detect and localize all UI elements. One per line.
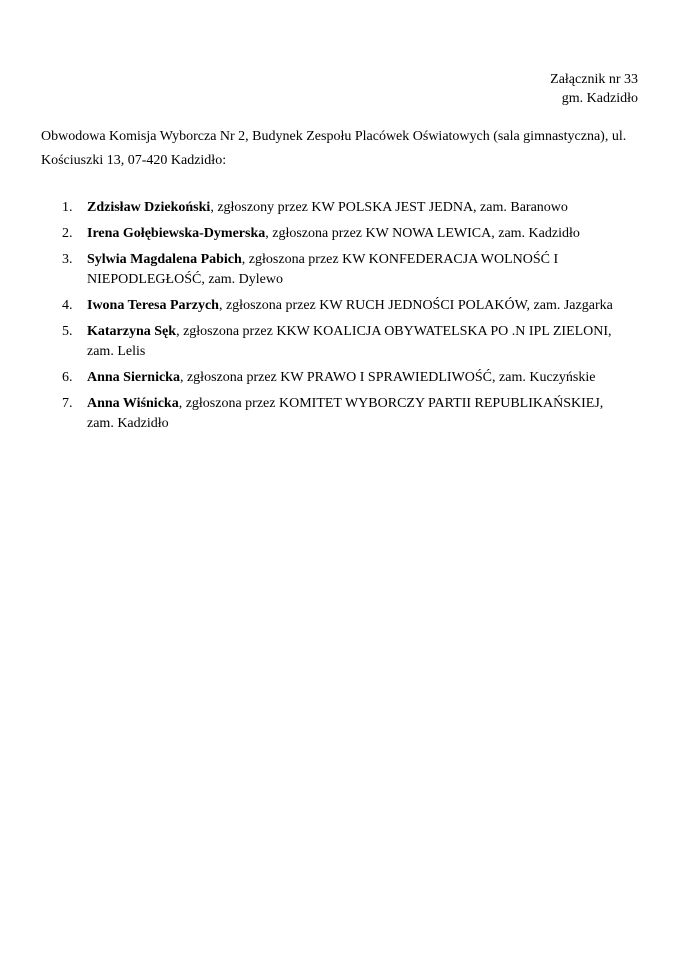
list-item (62, 198, 622, 218)
member-name: Sylwia Magdalena Pabich (87, 252, 242, 267)
item-content (87, 224, 622, 244)
member-details: , zgłoszona przez KW RUCH JEDNOŚCI POLAKÓW, zam. Jazgarka (218, 298, 613, 313)
member-details: , zgłoszona przez KKW KOALICJA OBYWATELSKA PO .N IPL ZIELONI, zam. Lelis (87, 324, 612, 359)
item-content (87, 250, 622, 290)
member-details: , zgłoszona przez KW PRAWO I SPRAWIEDLIWOŚĆ, zam. Kuczyńskie (179, 370, 596, 385)
item-number: 3. (62, 252, 73, 267)
members-list (62, 198, 622, 440)
item-number: 4. (62, 298, 73, 313)
member-details: , zgłoszony przez KW POLSKA JEST JEDNA, zam. Baranowo (210, 200, 568, 215)
item-content (87, 394, 622, 434)
attachment-number: Załącznik nr 33 (550, 72, 638, 87)
member-name: Anna Siernicka (87, 370, 180, 385)
list-item (62, 224, 622, 244)
item-content (87, 368, 622, 388)
item-number: 7. (62, 396, 73, 411)
member-details: , zgłoszona przez KOMITET WYBORCZY PARTII REPUBLIKAŃSKIEJ, zam. Kadzidło (87, 396, 604, 431)
member-name: Irena Gołębiewska-Dymerska (87, 226, 266, 241)
item-number: 5. (62, 324, 73, 339)
item-content (87, 296, 622, 316)
list-item (62, 368, 622, 388)
item-content (87, 322, 622, 362)
item-number: 2. (62, 226, 73, 241)
member-name: Anna Wiśnicka (87, 396, 179, 411)
list-item (62, 394, 622, 434)
member-details: , zgłoszona przez KW NOWA LEWICA, zam. Kadzidło (265, 226, 580, 241)
member-name: Katarzyna Sęk (87, 324, 177, 339)
list-item (62, 322, 622, 362)
member-name: Zdzisław Dziekoński (87, 200, 211, 215)
list-item (62, 296, 622, 316)
list-item (62, 250, 622, 290)
item-number: 1. (62, 200, 73, 215)
municipality-name: gm. Kadzidło (561, 91, 638, 106)
item-number: 6. (62, 370, 73, 385)
member-name: Iwona Teresa Parzych (87, 298, 219, 313)
item-content (87, 198, 622, 218)
attachment-header (550, 70, 638, 108)
commission-description: Obwodowa Komisja Wyborcza Nr 2, Budynek Zespołu Placówek Oświatowych (sala gimnastyczna), ul. Kościuszki 13, 07-420 Kadzidło: (41, 129, 627, 168)
member-details: , zgłoszona przez KW KONFEDERACJA WOLNOŚĆ I NIEPODLEGŁOŚĆ, zam. Dylewo (87, 252, 559, 287)
